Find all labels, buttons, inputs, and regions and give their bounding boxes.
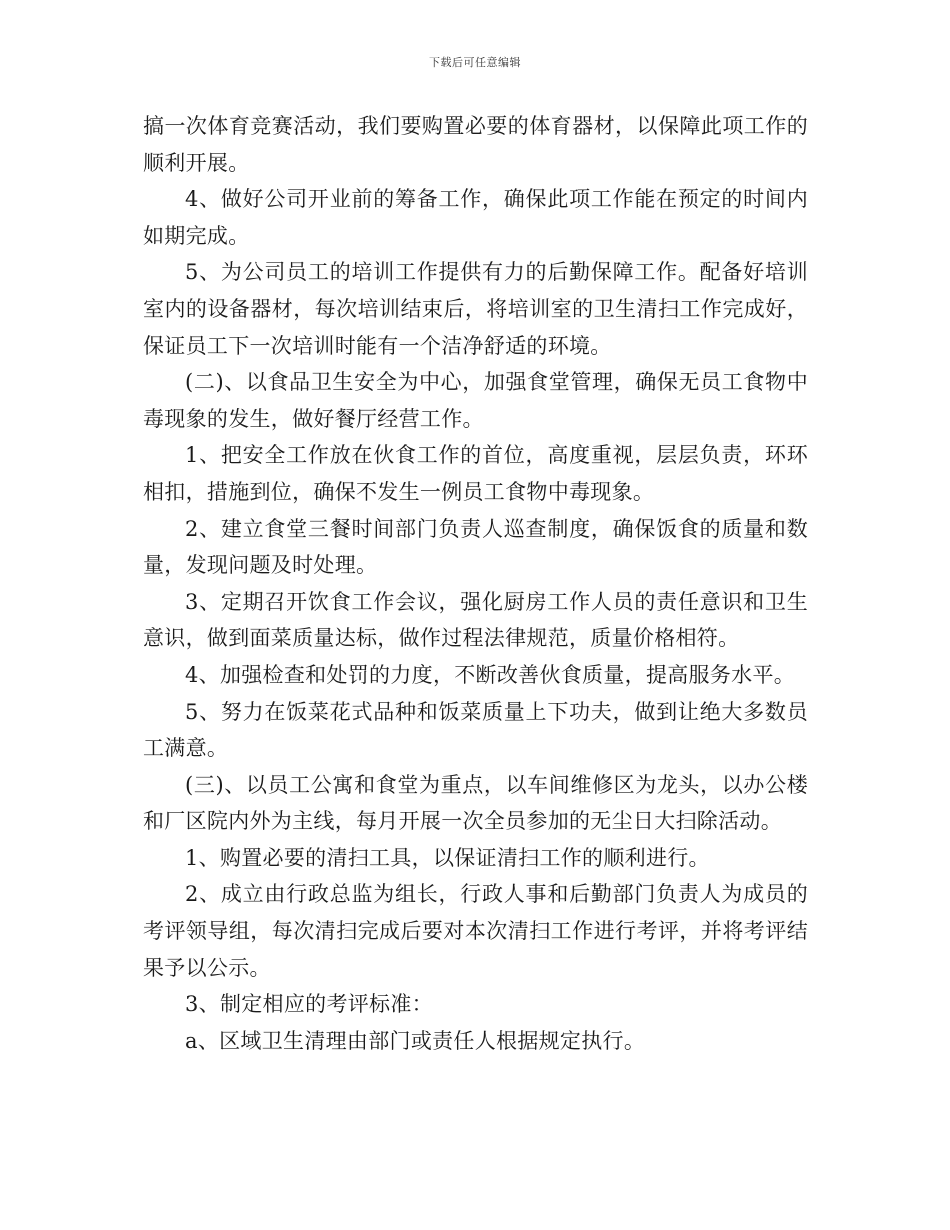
paragraph: 4、加强检查和处罚的力度，不断改善伙食质量，提高服务水平。: [185, 662, 796, 687]
paragraph: 5、努力在饭菜花式品种和饭菜质量上下功夫，做到让绝大多数员工满意。: [143, 699, 808, 761]
paragraph: 1、把安全工作放在伙食工作的首位，高度重视，层层负责，环环相扣，措施到位，确保不发生一例员工食物中毒现象。: [143, 443, 808, 504]
section-heading: (二)、以食品卫生安全为中心，加强食堂管理，确保无员工食物中毒现象的发生，做好餐厅经营工作。: [143, 370, 808, 431]
paragraph: 搞一次体育竞赛活动，我们要购置必要的体育器材，以保障此项工作的顺利开展。: [143, 114, 808, 175]
paragraph: 2、成立由行政总监为组长，行政人事和后勤部门负责人为成员的考评领导组，每次清扫完成后要对本次清扫工作进行考评，并将考评结果予以公示。: [143, 882, 808, 980]
paragraph: 2、建立食堂三餐时间部门负责人巡查制度，确保饭食的质量和数量，发现问题及时处理。: [143, 516, 808, 578]
section-heading: (三)、以员工公寓和食堂为重点，以车间维修区为龙头，以办公楼和厂区院内外为主线，每月开展一次全员参加的无尘日大扫除活动。: [143, 772, 808, 834]
paragraph: a、区域卫生清理由部门或责任人根据规定执行。: [185, 1028, 646, 1053]
paragraph: 3、制定相应的考评标准：: [185, 992, 433, 1017]
document-body: [143, 108, 808, 1059]
paragraph: 1、购置必要的清扫工具，以保证清扫工作的顺利进行。: [185, 845, 710, 870]
paragraph: 3、定期召开饮食工作会议，强化厨房工作人员的责任意识和卫生意识，做到面菜质量达标，做作过程法律规范，质量价格相符。: [143, 589, 808, 651]
paragraph: 4、做好公司开业前的筹备工作，确保此项工作能在预定的时间内如期完成。: [143, 187, 808, 248]
paragraph: 5、为公司员工的培训工作提供有力的后勤保障工作。配备好培训室内的设备器材，每次培训结束后，将培训室的卫生清扫工作完成好，保证员工下一次培训时能有一个洁净舒适的环境。: [143, 260, 808, 358]
page-header: 下载后可任意编辑: [429, 56, 521, 69]
